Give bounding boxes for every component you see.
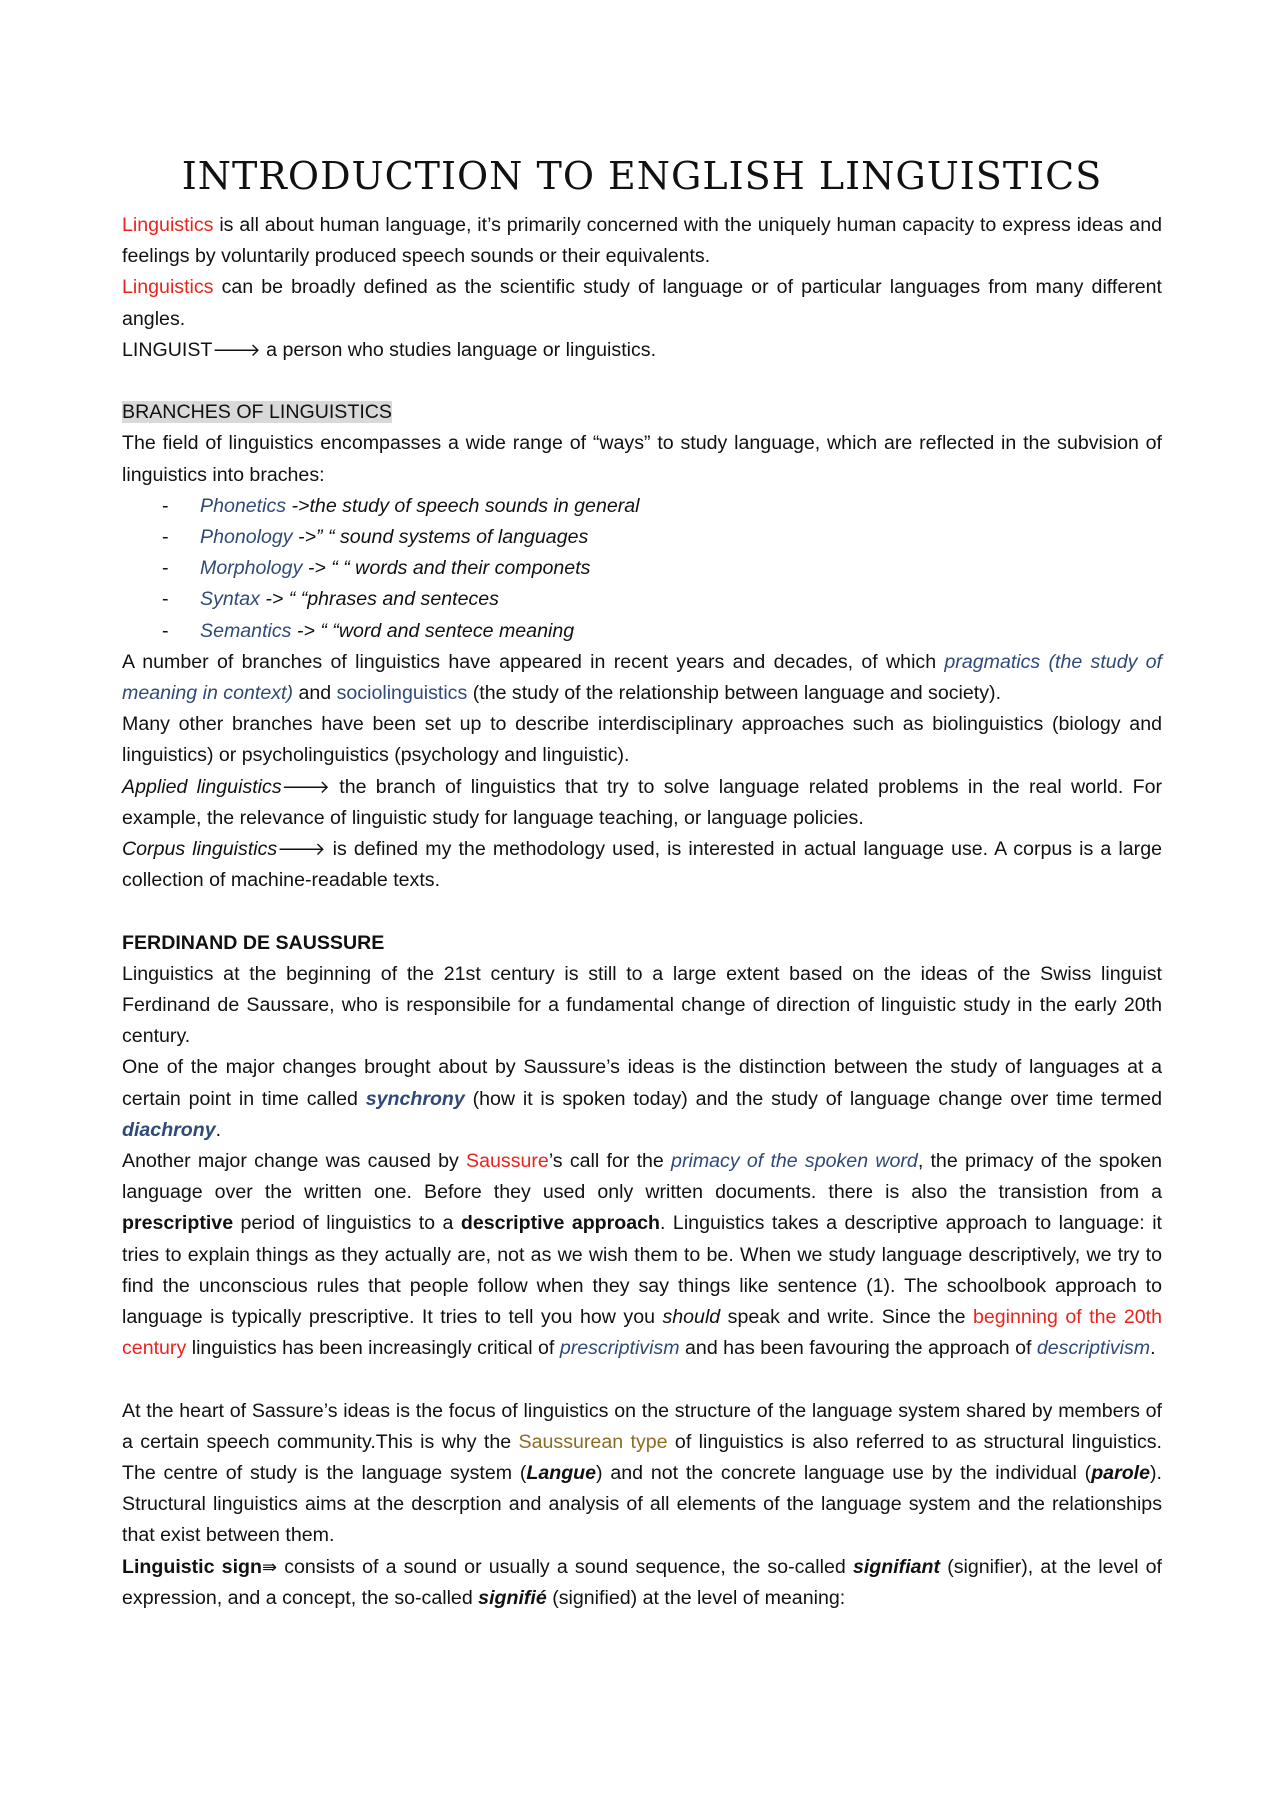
term-diachrony: diachrony [122,1118,216,1141]
term-should: should [662,1306,721,1329]
term-linguistic-sign: Linguistic sign [122,1555,262,1578]
branch-term: Semantics [200,619,292,642]
term-primacy: primacy of the spoken word [671,1150,918,1173]
spacer [122,366,1162,397]
term-signifiant: signifiant [852,1555,941,1578]
linguistic-sign-paragraph: Linguistic sign⇛ consists of a sound or usually a sound sequence, the so-called signifiant (signifier), at the level of expression, and a concept, the so-called signifié (signified) at the level of meaning: [122,1555,1162,1609]
list-item: - Semantics -> “ “word and sentece meaning [122,616,1162,647]
term-descriptive-approach: descriptive approach [460,1212,661,1235]
recent-branches-paragraph: A number of branches of linguistics have appeared in recent years and decades, of which pragmatics (the study of meaning in context) and sociolinguistics (the study of the relationship between language and society). [122,650,1163,705]
arrow-right-icon: 🡒 [281,776,330,798]
list-dash: - [162,619,169,642]
term-beginning-20th-century: beginning of the 20th century [122,1306,1162,1360]
list-dash: - [162,526,169,549]
term-synchrony: synchrony [365,1087,465,1110]
spacer [122,896,1162,927]
list-item: - Phonology ->” “ sound systems of languages [122,522,1162,553]
corpus-linguistics-paragraph: Corpus linguistics🡒 is defined my the methodology used, is interested in actual language use. A corpus is a large collection of machine-readable texts. [122,838,1162,892]
spacer [122,1364,1162,1395]
document-page [122,150,1162,1614]
term-linguistics: Linguistics [122,276,214,299]
arrow-right-icon: ⇛ [261,1556,278,1578]
saussure-paragraph-1: Linguistics at the beginning of the 21st century is still to a large extent based on the ideas of the Swiss linguist Ferdinand de Saussare, who is responsibile for a fundamental change of direction of linguistic study in the early 20th century. [122,962,1162,1048]
term-saussurean-type: Saussurean type [518,1430,668,1453]
list-dash: - [162,588,169,611]
saussure-heading: FERDINAND DE SAUSSURE [122,931,385,954]
intro-paragraph-1: Linguistics is all about human language, it’s primarily concerned with the uniquely human capacity to express ideas and feelings by voluntarily produced speech sounds or their equivalents. [122,214,1162,268]
list-item: - Syntax -> “ “phrases and senteces [122,584,1162,615]
list-dash: - [162,557,169,580]
other-branches-paragraph: Many other branches have been set up to describe interdisciplinary approaches such as biolinguistics (biology and linguistics) or psycholinguistics (psychology and linguistic). [122,713,1162,767]
term-descriptivism: descriptivism [1036,1337,1151,1360]
saussure-paragraph-2: One of the major changes brought about by Saussure’s ideas is the distinction between the study of languages at a certain point in time called synchrony (how it is spoken today) and the study of language change over time termed diachrony. [122,1056,1162,1141]
term-sociolinguistics: sociolinguistics [336,682,468,705]
term-saussure: Saussure [466,1150,549,1173]
branch-term: Phonology [200,526,293,549]
saussure-paragraph-3: Another major change was caused by Saussure’s call for the primacy of the spoken word, the primacy of the spoken language over the written one. Before they used only written documents. there is also the transistion from a prescriptive period of linguistics to a descriptive approach. Linguistics takes a descriptive approach to language: it tries to explain things as they actually are, not as we wish them to be. When we study language descriptively, we try to find the unconscious rules that people follow when they say things like sentence (1). The schoolbook approach to language is typically prescriptive. It tries to tell you how you should speak and write. Since the beginning of the 20th century linguistics has been increasingly critical of prescriptivism and has been favouring the approach of descriptivism. [122,1150,1163,1360]
term-linguistics: Linguistics [122,214,214,236]
term-prescriptive: prescriptive [122,1212,234,1235]
branches-list [122,491,1162,647]
term-applied-linguistics: Applied linguistics [122,775,282,798]
branches-intro: The field of linguistics encompasses a wide range of “ways” to study language, which are reflected in the subvision of linguistics into braches: [122,432,1162,486]
term-linguist: LINGUIST [122,338,213,361]
term-langue: Langue [526,1462,597,1485]
branch-term: Morphology [200,557,303,580]
branch-term: Syntax [200,588,260,611]
applied-linguistics-paragraph: Applied linguistics🡒 the branch of linguistics that try to solve language related problems in the real world. For example, the relevance of linguistic study for language teaching, or language policies. [122,775,1162,829]
term-signifie: signifié [478,1586,547,1609]
intro-paragraph-2: Linguistics can be broadly defined as the scientific study of language or of particular languages from many different angles. [122,276,1162,330]
saussure-paragraph-4: At the heart of Sassure’s ideas is the focus of linguistics on the structure of the language system shared by members of a certain speech community.This is why the Saussurean type of linguistics is also referred to as structural linguistics. The centre of study is the language system (Langue) and not the concrete language use by the individual (parole). Structural linguistics aims at the descrption and analysis of all elements of the language system and the relationships that exist between them. [122,1399,1162,1547]
list-item: - Phonetics ->the study of speech sounds in general [122,491,1162,522]
highlighted-heading: BRANCHES OF LINGUISTICS [122,401,392,424]
branch-term: Phonetics [200,494,287,517]
intro-paragraph-linguist: LINGUIST🡒 a person who studies language or linguistics. [122,338,657,361]
term-prescriptivism: prescriptivism [559,1337,680,1360]
list-item: - Morphology -> “ “ words and their componets [122,553,1162,584]
document-title: INTRODUCTION TO ENGLISH LINGUISTICS [181,154,1103,198]
arrow-right-icon: 🡒 [212,339,261,361]
term-corpus-linguistics: Corpus linguistics [122,838,278,861]
branches-heading [122,397,1162,428]
arrow-right-icon: 🡒 [277,839,326,861]
list-dash: - [162,494,169,517]
term-pragmatics: pragmatics (the study of meaning in context) [122,650,1163,705]
term-parole: parole [1091,1462,1151,1485]
